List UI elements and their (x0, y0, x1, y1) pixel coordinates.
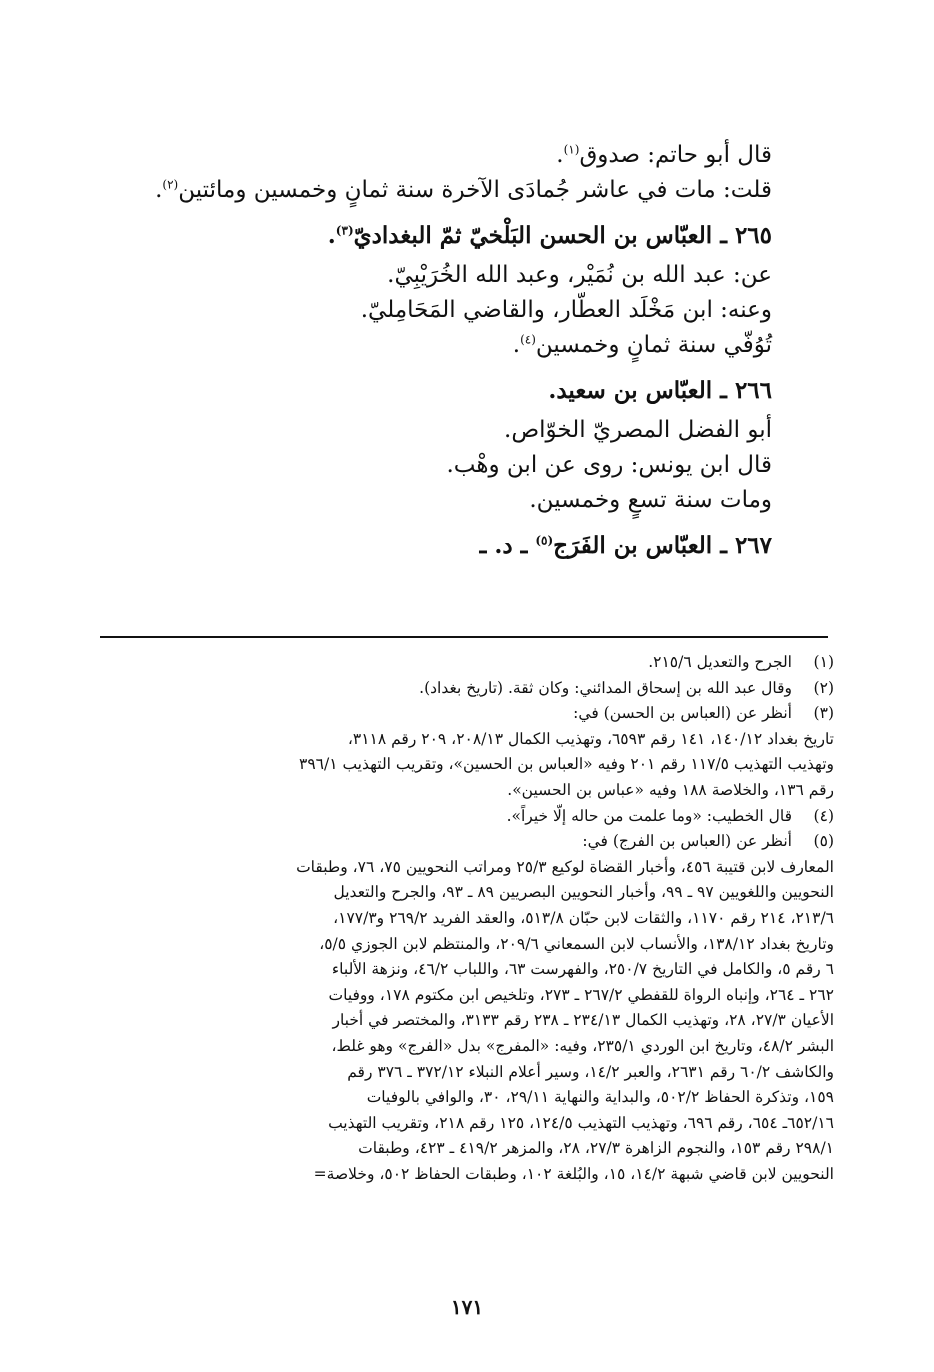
footnote-number: (١) (813, 653, 834, 671)
main-text (132, 138, 772, 568)
footnote-number: (٥) (813, 832, 834, 851)
footnote-line: الجرح والتعديل ٢١٥/٦. (648, 653, 792, 671)
footnote-line: رقم ١٣٦، والخلاصة ١٨٨ وفيه «عباس بن الحسين». (507, 780, 834, 799)
footnote-line: البشر ٤٨/٢، وتاريخ ابن الوردي ٢٣٥/١، وفيه: «المفرج» بدل «الفرج» وهو غلط، (331, 1036, 834, 1055)
footnote-line: وتهذيب التهذيب ١١٧/٥ رقم ٢٠١ وفيه «العباس بن الحسين»، وتقريب التهذيب ٣٩٦/١ (299, 755, 834, 774)
text-line: قلت: مات في عاشر جُمادَى الآخرة سنة ثمانٍ وخمسين ومائتين$^{(٢)}$. (155, 177, 772, 203)
footnote-number: (٤) (813, 806, 834, 825)
footnote-1 (94, 650, 834, 676)
footnote-3-sources (94, 727, 834, 804)
footnote-ref: (٢) (162, 177, 179, 192)
text-line: أبو الفضل المصريّ الخوّاص. (504, 417, 772, 443)
footnote-line: تاريخ بغداد ١٤٠/١٢، ١٤١ رقم ٦٥٩٣، وتهذيب الكمال ٢٠٨/١٣، ٢٠٩ رقم ٣١١٨، (347, 729, 834, 748)
footnote-4 (94, 804, 834, 830)
footnote-5 (94, 829, 834, 855)
text-line: ومات سنة تسعٍ وخمسين. (529, 487, 772, 513)
footnote-line: أنظر عن (العباس بن الحسن) في: (573, 704, 792, 723)
footnote-line: الأعيان ٢٧/٣، ٢٨، وتهذيب الكمال ٢٣٤/١٣ ـ ٢٣٨ رقم ٣١٣٣، والمختصر في أخبار (332, 1011, 834, 1030)
text-line: قال أبو حاتم: صدوق$^{(١)}$. (556, 142, 772, 168)
footnote-2 (94, 676, 834, 702)
footnote-ref: (١) (563, 142, 580, 157)
entry-heading-266: ٢٦٦ ـ العبّاس بن سعيد. (548, 377, 772, 404)
footnote-line: والكاشف ٦٠/٢ رقم ٢٦٣١، والعبر ١٤/٢، وسير أعلام النبلاء ٣٧٢/١٢ ـ ٣٧٦ رقم (347, 1062, 834, 1081)
text-line: وعنه: ابن مَخْلَد العطّار، والقاضي المَحَامِليّ. (360, 297, 772, 323)
footnote-3 (94, 701, 834, 727)
footnote-ref: (٤) (520, 332, 536, 347)
entry-heading-267: ٢٦٧ ـ العبّاس بن الفَرَج$^{(٥)}$ ـ د. ـ (479, 532, 772, 559)
footnote-line: ٢١٣/٦، ٢١٤ رقم ١١٧٠، والثقات لابن حبّان ٥١٣/٨، والعقد الفريد ٢٦٩/٢ و١٧٧/٣، (333, 908, 834, 927)
footnote-number: (٣) (813, 704, 834, 723)
page-number: ١٧١ (450, 1295, 484, 1319)
footnote-line: ٢٦٢ ـ ٢٦٤، وإنباه الرواة للقفطي ٢٦٧/٢ ـ ٢٧٣، وتلخيص ابن مكتوم ١٧٨، ووفيات (328, 985, 834, 1004)
footnote-line: ٦ رقم ٥، والكامل في التاريخ ٢٥٠/٧، والفهرست ٦٣، واللباب ٤٦/٢، ونزهة الألباء (331, 960, 834, 979)
footnote-ref: (٥) (535, 533, 554, 548)
text-line: تُوُفّي سنة ثمانٍ وخمسين$^{(٤)}$. (512, 332, 772, 358)
footnote-line: ٢٩٨/١ رقم ١٥٣، والنجوم الزاهرة ٢٧/٣، ٢٨، والمزهر ٤١٩/٢ ـ ٤٢٣، وطبقات (358, 1139, 834, 1158)
text-line: قال ابن يونس: روى عن ابن وهْب. (446, 452, 772, 478)
footnote-line: النحويين واللغويين ٩٧ ـ ٩٩، وأخبار النحويين البصريين ٨٩ ـ ٩٣، والجرح والتعديل (333, 883, 834, 902)
footnote-line: وتاريخ بغداد ١٣٨/١٢، والأنساب لابن السمعاني ٢٠٩/٦، والمنتظم لابن الجوزي ٥/٥، (319, 934, 834, 953)
footnote-5-sources (94, 855, 834, 1188)
footnote-line: المعارف لابن قتيبة ٤٥٦، وأخبار القضاة لوكيع ٢٥/٣ ومراتب النحويين ٧٥، ٧٦، وطبقات (296, 857, 834, 876)
footnote-line: ١٥٩، وتذكرة الحفاظ ٥٠٢/٢، والبداية والنهاية ٢٩/١١، ٣٠، والوافي بالوفيات (366, 1088, 834, 1107)
footnote-divider (100, 636, 828, 638)
footnote-line: ٦٥٢/١٦ـ ٦٥٤، رقم ٦٩٦، وتهذيب التهذيب ١٢٤/٥، ١٢٥ رقم ٢١٨، وتقريب التهذيب (328, 1113, 834, 1132)
entry-heading-265: ٢٦٥ ـ العبّاس بن الحسن البَلْخيّ ثمّ البغداديّ$^{(٣)}$. (327, 222, 772, 249)
text-line: عن: عبد الله بن نُمَيْر، وعبد الله الخُرَيْبِيّ. (387, 262, 772, 288)
footnote-line: أنظر عن (العباس بن الفرج) في: (582, 832, 792, 851)
footnote-number: (٢) (813, 678, 834, 697)
footnote-line: قال الخطيب: «وما علمت من حاله إلّا خيراً». (506, 806, 792, 825)
footnote-line: وقال عبد الله بن إسحاق المدائني: وكان ثقة. (تاريخ بغداد). (419, 678, 792, 697)
footnotes (94, 650, 834, 1187)
footnote-ref: (٣) (335, 223, 354, 238)
footnote-line: النحويين لابن قاضي شبهة ١٤/٢، ١٥، والبُلغة ١٠٢، وطبقات الحفاظ ٥٠٢، وخلاصة= (313, 1164, 834, 1183)
